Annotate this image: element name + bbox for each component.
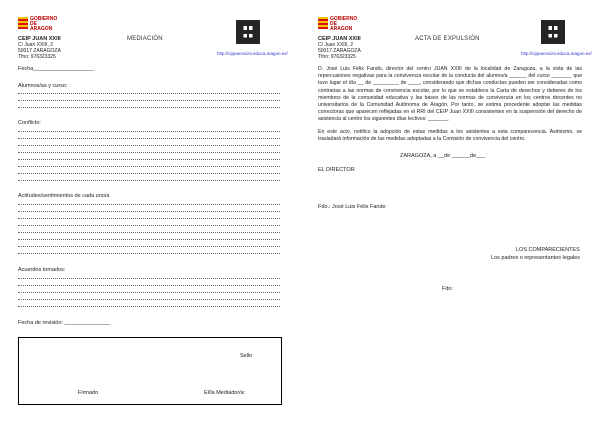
signature-box (18, 337, 282, 405)
students-line[interactable] (18, 93, 280, 94)
feelings-line[interactable] (18, 239, 280, 240)
parents-signature: Fdo: (442, 286, 454, 292)
school-url[interactable]: http://cpjuanxxiza.educa.aragon.es/ (521, 51, 592, 56)
feelings-line[interactable] (18, 204, 280, 205)
page-title: ACTA DE EXPULSIÓN (415, 36, 480, 42)
school-address: C/ Juan XXIII, 2 (318, 42, 354, 48)
conflict-line[interactable] (18, 180, 280, 181)
date-field[interactable]: Fecha____________________ (18, 66, 95, 72)
government-logo (18, 17, 58, 31)
review-date-field[interactable]: Fecha de revisión: _______________ (18, 320, 111, 326)
agreements-line[interactable] (18, 292, 280, 293)
students-line[interactable] (18, 100, 280, 101)
parents-label: Los padres o representantes legales (491, 255, 580, 261)
flag-stripes-icon (318, 17, 328, 29)
feelings-line[interactable] (18, 246, 280, 247)
date-line[interactable]: ZARAGOZA, a __de ______de___ (400, 153, 486, 159)
page-title: MEDIACIÓN (127, 36, 163, 42)
school-phone: Tfno: 976323325 (318, 54, 356, 60)
qr-code-icon (541, 20, 565, 44)
school-name: CEIP JUAN XXIII (318, 36, 361, 42)
logo-text: GOBIERNO DE ARAGON (330, 16, 358, 32)
school-phone: Tfno: 976323325 (18, 54, 56, 60)
students-label: Alumnos/as y curso: (18, 83, 68, 89)
mediator-label: El/la Mediador/a: (204, 390, 246, 396)
school-name: CEIP JUAN XXIII (18, 36, 61, 42)
logo-text: GOBIERNO DE ARAGON (30, 16, 58, 32)
government-logo (318, 17, 358, 31)
stamp-label: Sello (240, 353, 253, 359)
conflict-label: Conflicto: (18, 120, 41, 126)
conflict-line[interactable] (18, 173, 280, 174)
feelings-line[interactable] (18, 218, 280, 219)
feelings-line[interactable] (18, 232, 280, 233)
feelings-line[interactable] (18, 225, 280, 226)
school-city: 50017 ZARAGOZA (318, 48, 361, 54)
school-info (318, 36, 361, 60)
school-city: 50017 ZARAGOZA (18, 48, 61, 54)
conflict-line[interactable] (18, 152, 280, 153)
signed-label: Firmado (78, 390, 99, 396)
agreements-line[interactable] (18, 285, 280, 286)
conflict-line[interactable] (18, 131, 280, 132)
director-signature: Fdo.: José Luis Félix Fando (318, 204, 386, 210)
school-address: C/ Juan XXIII, 2 (18, 42, 54, 48)
students-line[interactable] (18, 107, 280, 108)
flag-stripes-icon (18, 17, 28, 29)
conflict-line[interactable] (18, 138, 280, 139)
feelings-label: Actitudes/sentimientos de cada uno/a (18, 193, 110, 199)
conflict-line[interactable] (18, 159, 280, 160)
notification-paragraph: En este acto, notifico la adopción de estas medidas a los asistentes a esta comparecencia. Asimismo, se trasladará información de las medidas adoptadas a la Comisión de convivencia del centro. (318, 129, 582, 143)
school-info (18, 36, 61, 60)
school-url[interactable]: http://cpjuanxxiza.educa.aragon.es/ (217, 51, 288, 56)
appearing-parties-label: LOS COMPARECIENTES (516, 247, 580, 253)
agreements-line[interactable] (18, 299, 280, 300)
expulsion-act-page (300, 0, 600, 424)
conflict-line[interactable] (18, 166, 280, 167)
expulsion-paragraph: D. José Luis Félix Fando, director del centro JUAN XXIII de la localidad de Zaragoza, a la vista de las repercusiones negativas para la convivencia escolar de la conducta del alumno/a ______ del curso _______ que tuvo lugar el día __ de _________ de ____, considerando que dichas conductas pueden ser consideradas como contrarias a las normas de convivencia escolar, por lo que se establece la Carta de derechos y deberes de los miembros de la comunidad educativa y las bases de las normas de convivencia en los centros docentes no universitarios de la Comunidad Autónoma de Aragón. Por tanto, se estima procedente adoptar las medidas correctoras que aparecen reflejadas en el RRI del CEIP Juan XXIII consistentes en la suspensión del derecho de asistencia al centro los siguientes días lectivos: _______ (318, 66, 582, 123)
agreements-line[interactable] (18, 306, 280, 307)
agreements-label: Acuerdos tomados: (18, 267, 66, 273)
feelings-line[interactable] (18, 211, 280, 212)
agreements-line[interactable] (18, 278, 280, 279)
feelings-line[interactable] (18, 253, 280, 254)
conflict-line[interactable] (18, 145, 280, 146)
qr-code-icon (236, 20, 260, 44)
director-label: EL DIRECTOR (318, 167, 355, 173)
